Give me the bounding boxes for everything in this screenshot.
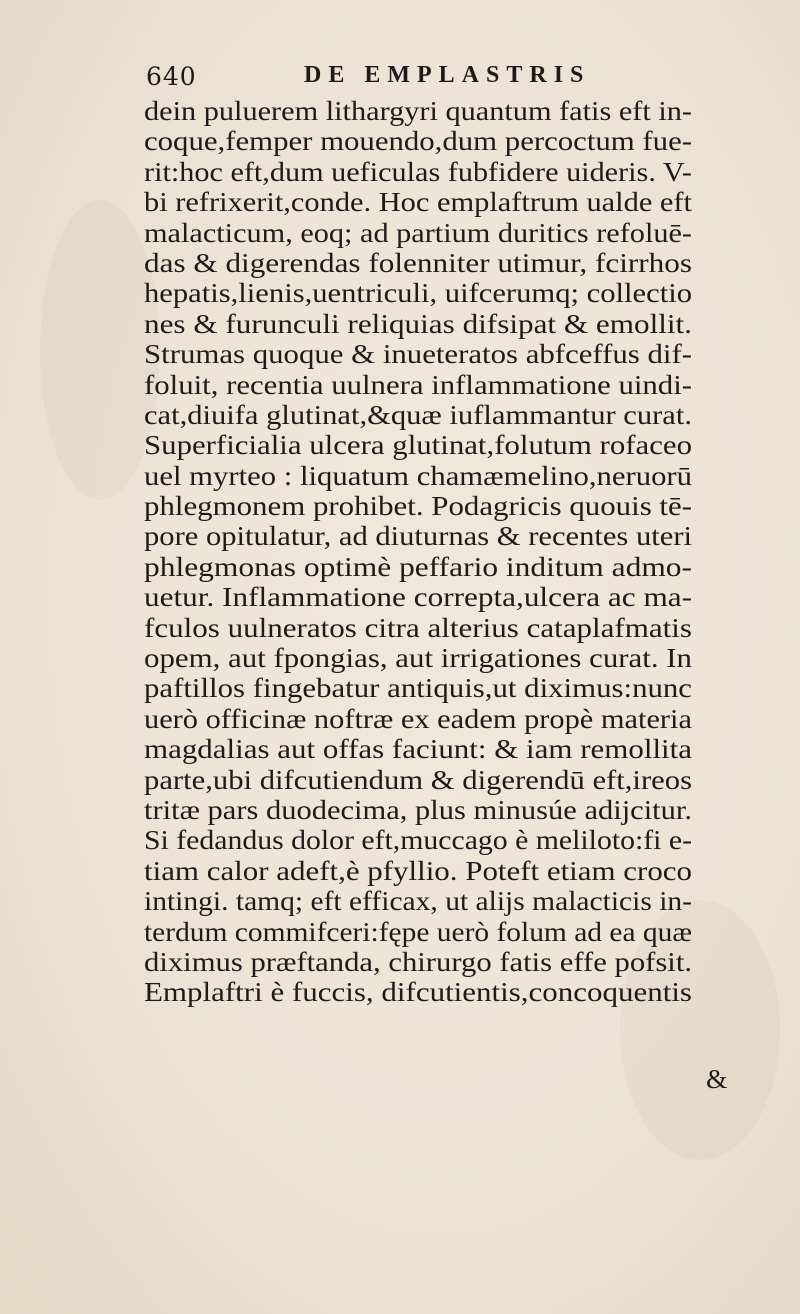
text-line: [144, 309, 692, 339]
text-line-content: tritæ pars duodecima, plus minusúe adijcitur.: [144, 793, 692, 825]
text-line-content: malacticum, eoq; ad partium duritics refoluē-: [144, 216, 692, 248]
text-line: [144, 370, 692, 400]
text-line-content: coque,femper mouendo,dum percoctum fue-: [144, 125, 692, 157]
text-line: [144, 96, 692, 126]
text-line: [144, 430, 692, 460]
text-line-content: bi refrixerit,conde. Hoc emplaftrum ualde eft: [144, 186, 692, 218]
text-line-content: magdalias aut offas faciunt: & iam remollita: [144, 733, 692, 765]
text-line: [144, 825, 692, 855]
text-line-content: dein puluerem lithargyri quantum fatis eft in-: [144, 95, 692, 126]
text-line-content: foluit, recentia uulnera inflammatione uindi-: [144, 368, 692, 400]
text-line-content: opem, aut fpongias, aut irrigationes curat. In: [144, 642, 692, 674]
text-line-content: pore opitulatur, ad diuturnas & recentes uteri: [144, 520, 692, 552]
catchword: &: [706, 1063, 728, 1094]
page-header: [146, 62, 666, 96]
text-line-content: Superficialia ulcera glutinat,folutum rofaceo: [144, 429, 692, 461]
text-line-content: fculos uulneratos citra alterius cataplafmatis: [144, 611, 692, 643]
text-line: [144, 734, 692, 764]
running-head: DE EMPLASTRIS: [304, 62, 591, 88]
text-line: [144, 248, 692, 278]
text-line-content: uel myrteo : liquatum chamæmelino,neruorū: [144, 459, 692, 491]
text-line: [144, 552, 692, 582]
text-line: [144, 218, 692, 248]
text-line: [144, 917, 692, 947]
text-line: [144, 704, 692, 734]
text-line: [144, 947, 692, 977]
text-line-content: rit:hoc eft,dum ueficulas fubfidere uideris. V-: [144, 155, 692, 187]
text-line-content: phlegmonem prohibet. Podagricis quouis tē-: [144, 490, 692, 522]
paper-stain: [40, 200, 160, 500]
page-number: 640: [146, 62, 197, 91]
text-line: [144, 339, 692, 369]
text-line-content: tiam calor adeft,è pfyllio. Poteft etiam croco: [144, 854, 692, 886]
text-line-content: uerò officinæ noftræ ex eadem propè materia: [144, 702, 692, 734]
text-line-content: Si fedandus dolor eft,muccago è meliloto:fi e-: [144, 824, 692, 856]
text-line: [144, 582, 692, 612]
text-line-content: phlegmonas optimè peffario inditum admo-: [144, 550, 692, 582]
text-line: [144, 886, 692, 916]
text-line-content: uetur. Inflammatione correpta,ulcera ac ma-: [144, 581, 692, 613]
text-line-content: parte,ubi difcutiendum & digerendū eft,ireos: [144, 763, 692, 795]
text-line: [144, 461, 692, 491]
text-line: [144, 400, 692, 430]
text-line: [144, 673, 692, 703]
text-line: [144, 157, 692, 187]
text-line: [144, 491, 692, 521]
text-line: [144, 977, 692, 1007]
text-line-content: cat,diuifa glutinat,&quæ iuflammantur curat.: [144, 398, 692, 430]
text-line-content: diximus præftanda, chirurgo fatis effe pofsit.: [144, 945, 692, 977]
text-line: [144, 278, 692, 308]
text-line-content: Emplaftri è fuccis, difcutientis,concoquentis: [144, 976, 692, 1008]
text-line-content: paftillos fingebatur antiquis,ut diximus:nunc: [144, 672, 692, 704]
text-line: [144, 795, 692, 825]
text-line: [144, 187, 692, 217]
text-line-content: Strumas quoque & inueteratos abfceffus dif-: [144, 338, 692, 370]
text-line: [144, 521, 692, 551]
text-line: [144, 643, 692, 673]
body-text: [144, 96, 692, 1008]
text-line: [144, 126, 692, 156]
text-line: [144, 613, 692, 643]
text-line-content: intingi. tamq; eft efficax, ut alijs malacticis in-: [144, 885, 692, 917]
text-line: [144, 765, 692, 795]
text-line-content: hepatis,lienis,uentriculi, uifcerumq; collectio: [144, 277, 692, 309]
text-line: [144, 856, 692, 886]
text-line-content: das & digerendas folenniter utimur, fcirrhos: [144, 246, 692, 278]
text-line-content: terdum commifceri:fępe uerò folum ad ea quæ: [144, 915, 692, 947]
text-line-content: nes & furunculi reliquias difsipat & emollit.: [144, 307, 692, 339]
